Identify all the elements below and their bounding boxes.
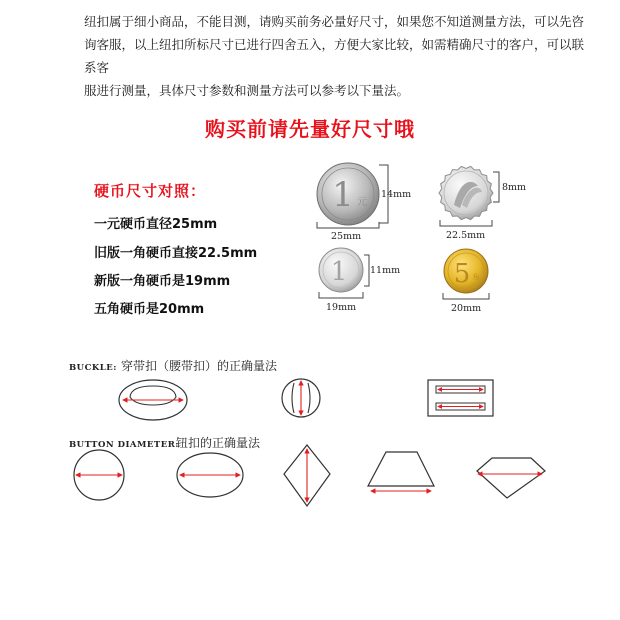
coin-line-new-jiao: 新版一角硬币是19mm [94,274,231,289]
old-jiao-coin [439,166,493,219]
wu-jiao-face: 5 [453,259,471,289]
button-trapezoid-diagram [368,452,434,491]
intro-line: 纽扣属于细小商品，不能目测，请购买前务必量好尺寸，如果您不知道测量方法，可以先咨 [84,14,585,29]
button-label-en: BUTTON DIAMETER: [69,440,179,450]
intro-line: 服进行测量，具体尺寸参数和测量方法可以参考以下量法。 [84,83,410,98]
buckle-oval-diagram [119,380,187,420]
new-jiao-thickness-bracket [364,255,369,286]
new-jiao-diameter-bracket [319,292,363,298]
new-jiao-coin [319,248,363,292]
button-label-cn: 钮扣的正确量法 [176,436,261,450]
old-jiao-diameter-label: 22.5mm [446,230,486,241]
button-rhombus-diagram [284,445,330,506]
wu-jiao-coin [444,249,488,293]
one-yuan-thickness-label: 14mm [381,189,412,200]
buckle-round-diagram [282,379,320,417]
old-jiao-diameter-bracket [440,220,492,226]
buckle-label-en: BUCKLE: [69,363,117,373]
wu-jiao-unit: 角 [472,273,480,281]
new-jiao-thickness-label: 11mm [370,265,401,276]
headline: 购买前请先量好尺寸哦 [205,117,415,141]
buckle-label-cn: 穿带扣（腰带扣）的正确量法 [121,359,278,373]
coin-line-old-jiao: 旧版一角硬币直接22.5mm [94,246,258,261]
button-ellipse-diagram [177,453,243,497]
wu-jiao-diameter-label: 20mm [451,303,482,314]
button-circle-diagram [74,450,124,500]
coin-line-wu-jiao: 五角硬币是20mm [94,302,205,317]
one-yuan-diameter-label: 25mm [331,231,362,242]
new-jiao-face: 1 [330,257,348,287]
one-yuan-unit: 元 [357,197,367,208]
button-gem-diagram [477,458,545,498]
new-jiao-diameter-label: 19mm [326,302,357,313]
coin-line-one-yuan: 一元硬币直径25mm [94,217,218,232]
buckle-rectangle-diagram [428,380,493,416]
one-yuan-face: 1 [332,175,354,215]
intro-line: 询客服，以上纽扣所标尺寸已进行四舍五入，方便大家比较，如需精确尺寸的客户，可以联系客 [84,37,585,75]
old-jiao-thickness-label: 8mm [502,182,527,193]
one-yuan-coin [317,163,379,225]
wu-jiao-diameter-bracket [443,293,489,299]
old-jiao-thickness-bracket [493,172,499,202]
coin-section-title: 硬币尺寸对照： [94,182,207,200]
